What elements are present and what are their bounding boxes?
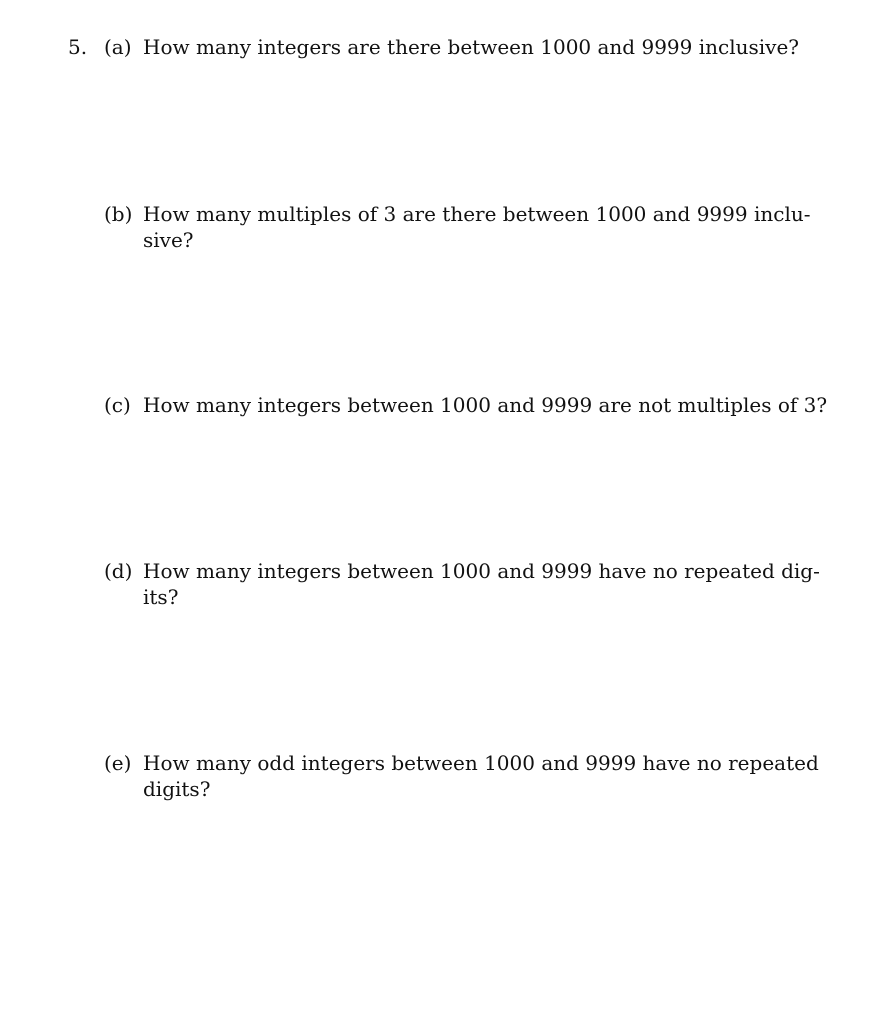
question-line-b-1: How many multiples of 3 are there between 1000 and 9999 inclu- [143,202,811,226]
question-text-a [143,34,799,60]
question-line-d-2: its? [143,585,179,609]
question-line-c-1: How many integers between 1000 and 9999 are not multiples of 3? [143,393,828,417]
part-label-a: (a) [104,35,132,59]
question-line-b-2: sive? [143,228,194,252]
part-label-b: (b) [104,202,133,226]
question-line-d-1: How many integers between 1000 and 9999 have no repeated dig- [143,559,820,583]
part-label-c: (c) [104,393,131,417]
question-line-a-1: How many integers are there between 1000 and 9999 inclusive? [143,35,799,59]
part-label-e: (e) [104,751,132,775]
question-text-b [143,201,811,253]
question-line-e-2: digits? [143,777,211,801]
problem-number: 5. [68,35,88,59]
question-text-d [143,558,820,610]
question-line-e-1: How many odd integers between 1000 and 9999 have no repeated [143,751,819,775]
question-text-c [143,392,828,418]
part-label-d: (d) [104,559,133,583]
question-text-e [143,750,819,802]
